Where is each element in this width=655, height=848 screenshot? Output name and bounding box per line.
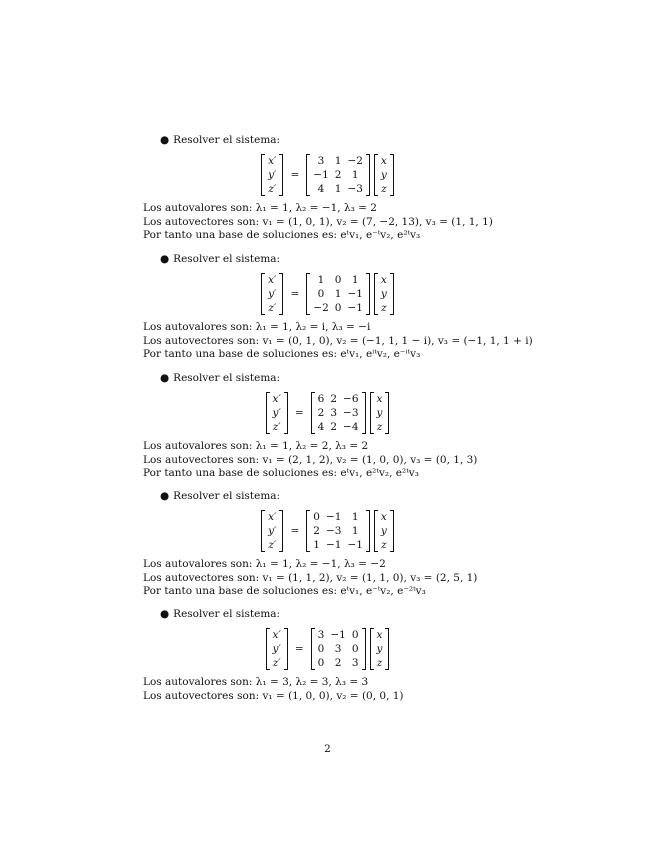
basis-line: Por tanto una base de soluciones es: eᵗv₁, eⁱᵗv₂, e⁻ⁱᵗv₃ [143, 348, 421, 360]
lhs-vector: x′ y′ z′ [266, 392, 288, 434]
results [143, 676, 404, 703]
equals-sign: = [290, 169, 300, 181]
bullet-text: Resolver el sistema: [173, 372, 281, 384]
eigenvectors-line: Los autovectores son: v₁ = (1, 1, 2), v₂ = (1, 1, 0), v₃ = (2, 5, 1) [143, 571, 478, 584]
results [143, 202, 493, 243]
results [143, 440, 477, 481]
coefficient-matrix: 6 2 −6 2 3 −3 4 2 −4 [311, 392, 366, 434]
bullet-item [160, 372, 280, 384]
results [143, 558, 477, 599]
bullet-icon: ● [160, 372, 170, 384]
eigenvectors-line: Los autovectores son: v₁ = (1, 0, 0), v₂ = (0, 0, 1) [143, 689, 404, 702]
coefficient-matrix: 3 −1 0 0 3 0 0 2 3 [311, 628, 366, 670]
equals-sign: = [290, 525, 300, 537]
eigenvalues-line: Los autovalores son: λ₁ = 3, λ₂ = 3, λ₃ = 3 [143, 676, 369, 688]
bullet-text: Resolver el sistema: [173, 608, 281, 620]
matrix-equation [0, 510, 655, 552]
bullet-item [160, 490, 280, 502]
rhs-vector: x y z [374, 154, 394, 196]
eigenvectors-line: Los autovectores son: v₁ = (1, 0, 1), v₂ = (7, −2, 13), v₃ = (1, 1, 1) [143, 215, 493, 228]
equals-sign: = [294, 407, 304, 419]
bullet-icon: ● [160, 608, 170, 620]
eigenvalues-line: Los autovalores son: λ₁ = 1, λ₂ = −1, λ₃ = −2 [143, 558, 386, 570]
eigenvalues-line: Los autovalores son: λ₁ = 1, λ₂ = 2, λ₃ = 2 [143, 440, 369, 452]
results [143, 321, 533, 362]
bullet-text: Resolver el sistema: [173, 134, 281, 146]
lhs-vector: x′ y′ z′ [261, 510, 283, 552]
rhs-vector: x y z [370, 628, 390, 670]
matrix-equation [0, 273, 655, 315]
rhs-vector: x y z [374, 273, 394, 315]
eigenvectors-line: Los autovectores son: v₁ = (0, 1, 0), v₂ = (−1, 1, 1 − i), v₃ = (−1, 1, 1 + i) [143, 334, 533, 347]
bullet-item [160, 253, 280, 265]
page-number: 2 [324, 743, 331, 755]
lhs-vector: x′ y′ z′ [261, 154, 283, 196]
rhs-vector: x y z [370, 392, 390, 434]
eigenvectors-line: Los autovectores son: v₁ = (2, 1, 2), v₂ = (1, 0, 0), v₃ = (0, 1, 3) [143, 453, 478, 466]
coefficient-matrix: 3 1 −2 −1 2 1 4 1 −3 [306, 154, 370, 196]
bullet-icon: ● [160, 134, 170, 146]
bullet-text: Resolver el sistema: [173, 490, 281, 502]
bullet-item [160, 608, 280, 620]
lhs-vector: x′ y′ z′ [266, 628, 288, 670]
coefficient-matrix: 0 −1 1 2 −3 1 1 −1 −1 [306, 510, 370, 552]
equals-sign: = [290, 288, 300, 300]
bullet-icon: ● [160, 253, 170, 265]
coefficient-matrix: 1 0 1 0 1 −1 −2 0 −1 [306, 273, 370, 315]
matrix-equation [0, 154, 655, 196]
matrix-equation [0, 392, 655, 434]
eigenvalues-line: Los autovalores son: λ₁ = 1, λ₂ = −1, λ₃ = 2 [143, 202, 377, 214]
bullet-item [160, 134, 280, 146]
eigenvalues-line: Los autovalores son: λ₁ = 1, λ₂ = i, λ₃ = −i [143, 321, 371, 333]
basis-line: Por tanto una base de soluciones es: eᵗv₁, e⁻ᵗv₂, e²ᵗv₃ [143, 229, 421, 241]
matrix-equation [0, 628, 655, 670]
bullet-text: Resolver el sistema: [173, 253, 281, 265]
basis-line: Por tanto una base de soluciones es: eᵗv₁, e⁻ᵗv₂, e⁻²ᵗv₃ [143, 585, 426, 597]
lhs-vector: x′ y′ z′ [261, 273, 283, 315]
bullet-icon: ● [160, 490, 170, 502]
basis-line: Por tanto una base de soluciones es: eᵗv₁, e²ᵗv₂, e²ᵗv₃ [143, 467, 419, 479]
equals-sign: = [294, 643, 304, 655]
rhs-vector: x y z [374, 510, 394, 552]
